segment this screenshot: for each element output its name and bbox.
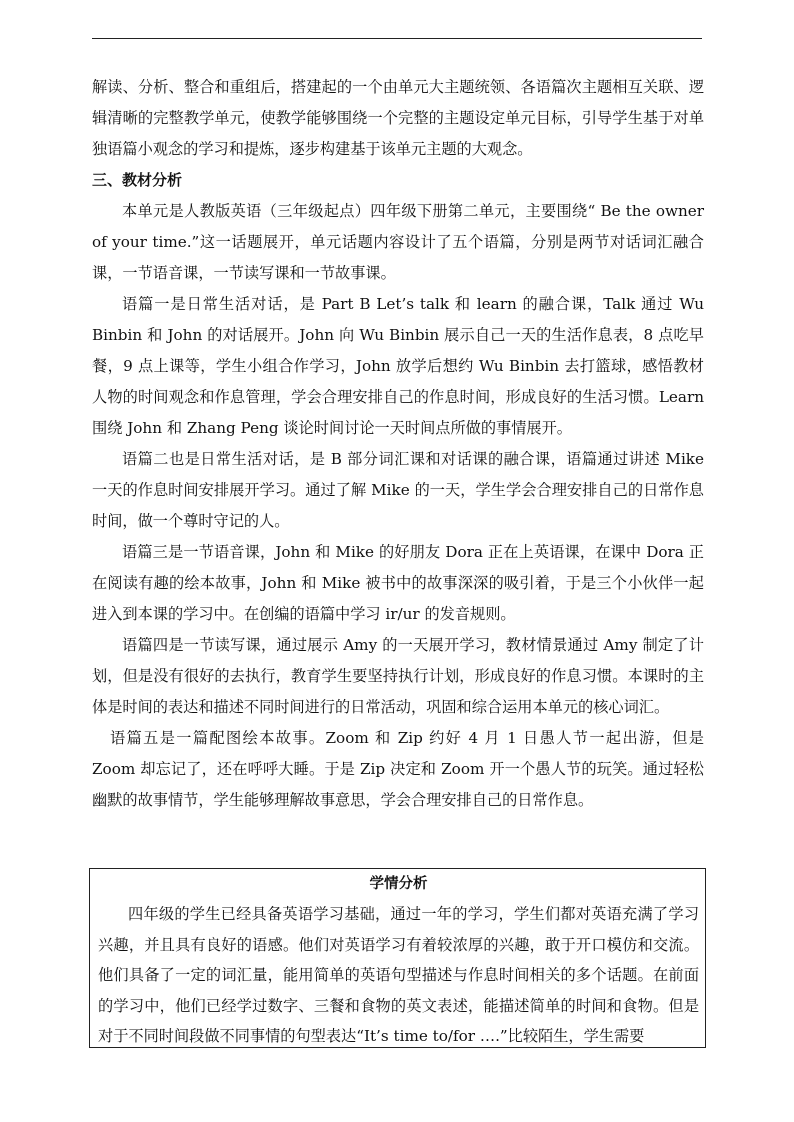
paragraph-text-five: 语篇五是一篇配图绘本故事。Zoom 和 Zip 约好 4 月 1 日愚人节一起出游，但是 Zoom 却忘记了，还在呼呼大睡。于是 Zip 决定和 Zoom 开一个愚人节的玩笑。通过轻松幽默的故事情节，学生能够理解故事意思，学会合理安排自己的日常作息。 <box>92 729 704 809</box>
document-body <box>92 72 704 816</box>
paragraph-text-three: 语篇三是一节语音课，John 和 Mike 的好朋友 Dora 正在上英语课，在课中 Dora 正在阅读有趣的绘本故事，John 和 Mike 被书中的故事深深的吸引着，于是三个小伙伴一起进入到本课的学习中。在创编的语篇中学习 ir/ur 的发音规则。 <box>92 543 704 623</box>
intro-paragraph: 解读、分析、整合和重组后，搭建起的一个由单元大主题统领、各语篇次主题相互关联、逻辑清晰的完整教学单元，使教学能够围绕一个完整的主题设定单元目标，引导学生基于对单独语篇小观念的学习和提炼，逐步构建基于该单元主题的大观念。 <box>92 78 704 158</box>
section-heading: 三、教材分析 <box>92 171 183 189</box>
paragraph-text-one: 语篇一是日常生活对话，是 Part B Let’s talk 和 learn 的融合课，Talk 通过 Wu Binbin 和 John 的对话展开。John 向 Wu Binbin 展示自己一天的生活作息表，8 点吃早餐，9 点上课等，学生小组合作学习，John 放学后想约 Wu Binbin 去打篮球，感悟教材人物的时间观念和作息管理，学会合理安排自己的作息时间，形成良好的生活习惯。Learn 围绕 John 和 Zhang Peng 谈论时间讨论一天时间点所做的事情展开。 <box>92 295 704 437</box>
box-title: 学情分析 <box>369 876 428 892</box>
paragraph-text-four: 语篇四是一节读写课，通过展示 Amy 的一天展开学习，教材情景通过 Amy 制定了计划，但是没有很好的去执行，教育学生要坚持执行计划，形成良好的作息习惯。本课时的主体是时间的表达和描述不同时间进行的日常活动，巩固和综合运用本单元的核心词汇。 <box>92 636 704 716</box>
box-text: 四年级的学生已经具备英语学习基础，通过一年的学习，学生们都对英语充满了学习兴趣，并且具有良好的语感。他们对英语学习有着较浓厚的兴趣，敢于开口模仿和交流。他们具备了一定的词汇量，能用简单的英语句型描述与作息时间相关的多个话题。在前面的学习中，他们已经学过数字、三餐和食物的英文表述，能描述简单的时间和食物。但是对于不同时间段做不同事情的句型表达“It’s time to/for ….”比较陌生，学生需要 <box>98 905 699 1045</box>
paragraph-unit-overview: 本单元是人教版英语（三年级起点）四年级下册第二单元，主要围绕“ Be the owner of your time.”这一话题展开，单元话题内容设计了五个语篇，分别是两节对话词汇融合课，一节语音课，一节读写课和一节故事课。 <box>92 202 704 282</box>
paragraph-text-two: 语篇二也是日常生活对话，是 B 部分词汇课和对话课的融合课，语篇通过讲述 Mike 一天的作息时间安排展开学习。通过了解 Mike 的一天，学生学会合理安排自己的日常作息时间，做一个尊时守记的人。 <box>92 450 704 530</box>
student-analysis-box <box>89 868 706 1048</box>
header-rule <box>92 38 702 39</box>
